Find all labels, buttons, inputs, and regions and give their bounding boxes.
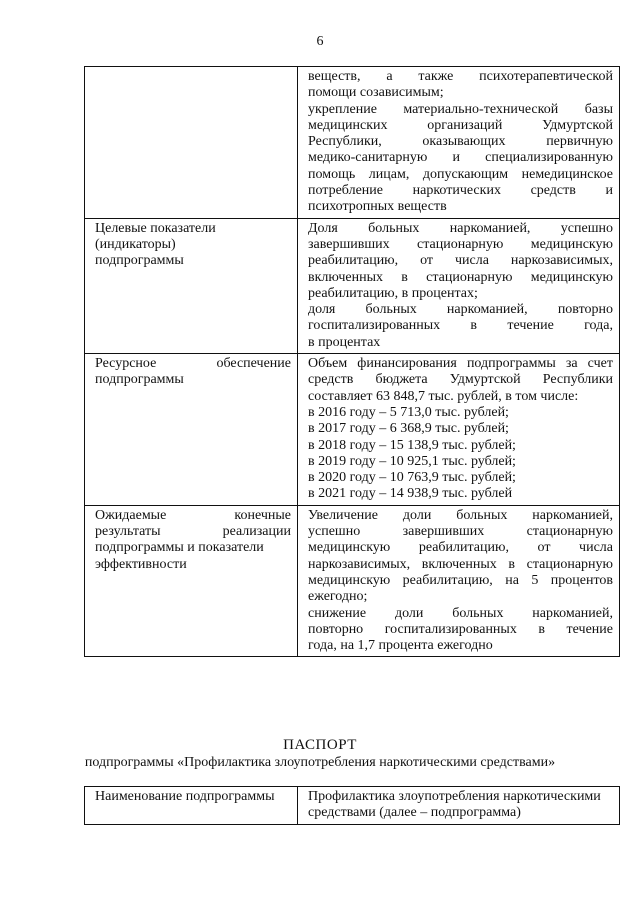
row-value-line: Профилактика злоупотребления наркотическими <box>308 789 601 804</box>
row-value-line: повторно госпитализированных в течение <box>308 621 613 637</box>
row-value-line: психотропных веществ <box>308 199 447 215</box>
table-row <box>85 67 620 219</box>
row-value-line: в процентах <box>308 334 381 350</box>
row-label-line: подпрограммы и показатели <box>95 540 264 556</box>
row-value-line: реабилитацию, в процентах; <box>308 285 478 301</box>
row-label-line: эффективности <box>95 556 187 572</box>
row-label-text: Наименование подпрограммы <box>95 789 275 804</box>
row-value-line: медицинскую реабилитацию, от числа <box>308 540 613 556</box>
row-value-line: наркозависимых, включенных в стационарную <box>308 556 613 572</box>
table-row <box>85 505 620 657</box>
row-label-line: подпрограммы <box>95 253 184 269</box>
row-label-cell <box>85 218 298 353</box>
row-label-cell <box>85 505 298 657</box>
subprogram-passport-table-continued <box>84 66 620 657</box>
table-row <box>85 354 620 506</box>
row-value-cell <box>298 354 620 506</box>
row-label-line: Целевые показатели <box>95 220 216 236</box>
row-value-cell <box>298 505 620 657</box>
row-value-line: Республики, оказывающих первичную <box>308 134 613 150</box>
row-value-line: Доля больных наркоманией, успешно <box>308 220 613 236</box>
row-value-line: завершивших стационарную медицинскую <box>308 236 613 252</box>
passport-subtitle: подпрограммы «Профилактика злоупотребления наркотическими средствами» <box>84 755 556 770</box>
row-value-line: медицинских организаций Удмуртской <box>308 117 613 133</box>
row-value-line: в 2021 году – 14 938,9 тыс. рублей <box>308 486 513 502</box>
row-label-line: подпрограммы <box>95 372 184 388</box>
row-label-cell <box>85 67 298 219</box>
table-row <box>85 787 620 825</box>
row-value-line: в 2016 году – 5 713,0 тыс. рублей; <box>308 404 509 420</box>
row-value-line: снижение доли больных наркоманией, <box>308 605 613 621</box>
subprogram-passport-table <box>84 786 620 825</box>
row-value-line: включенных в стационарную медицинскую <box>308 269 613 285</box>
row-value-line: в 2020 году – 10 763,9 тыс. рублей; <box>308 470 516 486</box>
table-row <box>85 218 620 353</box>
row-label-cell <box>85 787 298 825</box>
row-value-line: Увеличение доли больных наркоманией, <box>308 507 613 523</box>
row-value-line: помощь лицам, допускающим немедицинское <box>308 166 613 182</box>
row-value-line: веществ, а также психотерапевтической <box>308 69 613 84</box>
page-number: 6 <box>316 34 324 49</box>
row-value-line: успешно завершивших стационарную <box>308 524 613 540</box>
row-value-line: года, на 1,7 процента ежегодно <box>308 638 493 654</box>
row-value-line: средствами (далее – подпрограмма) <box>308 805 521 821</box>
row-value-line: ежегодно; <box>308 589 368 605</box>
row-value-line: госпитализированных в течение года, <box>308 318 613 334</box>
row-value-line: Объем финансирования подпрограммы за счет <box>308 356 613 372</box>
row-label-cell <box>85 354 298 506</box>
row-value-line: в 2018 году – 15 138,9 тыс. рублей; <box>308 437 516 453</box>
passport-title: ПАСПОРТ <box>283 737 357 753</box>
row-value-line: составляет 63 848,7 тыс. рублей, в том числе: <box>308 388 579 404</box>
row-value-line: укрепление материально-технической базы <box>308 101 613 117</box>
row-value-line: помощи созависимым; <box>308 85 444 101</box>
row-label-line: результаты реализации <box>95 524 291 540</box>
row-value-line: в 2017 году – 6 368,9 тыс. рублей; <box>308 421 509 437</box>
row-value-line: доля больных наркоманией, повторно <box>308 302 613 318</box>
row-label-line: Ожидаемые конечные <box>95 507 291 523</box>
row-value-line: медико-санитарную и специализированную <box>308 150 613 166</box>
row-value-line: средств бюджета Удмуртской Республики <box>308 372 613 388</box>
row-value-cell <box>298 67 620 219</box>
row-value-line: реабилитацию, от числа наркозависимых, <box>308 253 613 269</box>
row-label-line: (индикаторы) <box>95 236 176 252</box>
row-label-line: Ресурсное обеспечение <box>95 356 291 372</box>
row-value-cell <box>298 787 620 825</box>
row-value-line: в 2019 году – 10 925,1 тыс. рублей; <box>308 453 516 469</box>
row-value-line: медицинскую реабилитацию, на 5 процентов <box>308 572 613 588</box>
row-value-cell <box>298 218 620 353</box>
row-value-line: потребление наркотических средств и <box>308 183 613 199</box>
